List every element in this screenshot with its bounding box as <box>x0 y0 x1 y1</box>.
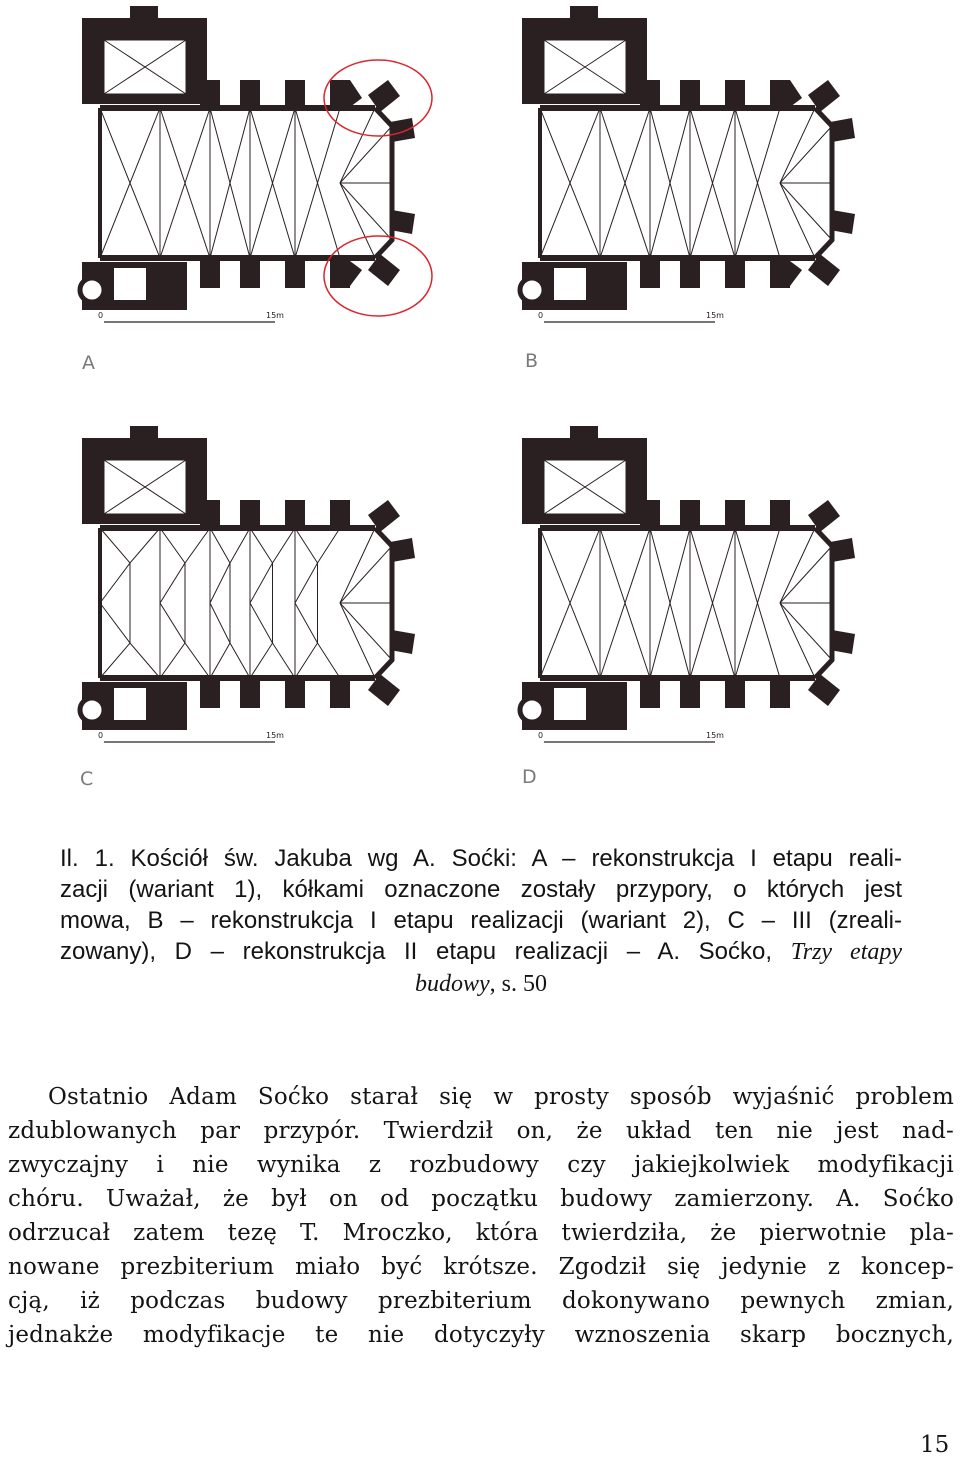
apse-buttress <box>830 210 855 234</box>
north-buttress <box>640 500 660 528</box>
south-buttress <box>680 678 700 708</box>
scale-zero-label: 0 <box>538 311 544 320</box>
star-vault-rib <box>250 643 295 678</box>
star-vault-rib <box>250 603 273 643</box>
apse-fan-rib <box>340 108 375 183</box>
south-buttress <box>770 678 790 708</box>
star-vault-rib <box>160 528 210 563</box>
south-buttress <box>285 678 305 708</box>
plan-label-c: C <box>80 768 94 790</box>
apse-buttress <box>390 538 415 562</box>
scale-length-label: 15m <box>706 731 724 740</box>
stair-turret <box>130 6 158 32</box>
apse-buttress <box>390 630 415 654</box>
star-vault-rib <box>295 563 318 603</box>
caption-line: mowa, B – rekonstrukcja I etapu realizacji (wariant 2), C – III (zreali- <box>60 907 902 934</box>
south-buttress <box>285 258 305 288</box>
star-vault-rib <box>100 643 160 678</box>
north-buttress <box>680 500 700 528</box>
stair-spiral <box>80 278 104 302</box>
star-vault-rib <box>250 563 273 603</box>
page-number: 15 <box>920 1432 950 1458</box>
apse-fan-rib <box>340 546 392 603</box>
stair-spiral <box>80 698 104 722</box>
body-line: zwyczajny i nie wynika z rozbudowy czy jakiejkolwiek modyfikacji <box>8 1152 954 1178</box>
apse-fan-rib <box>780 603 815 678</box>
south-chapel-vault <box>554 268 586 300</box>
stair-turret <box>570 426 598 452</box>
stair-spiral <box>520 698 544 722</box>
plan-label-d: D <box>522 766 537 788</box>
body-line: Ostatnio Adam Soćko starał się w prosty sposób wyjaśnić problem <box>48 1084 954 1110</box>
south-buttress <box>330 678 350 708</box>
plan-label-a: A <box>82 352 95 374</box>
south-buttress <box>640 678 660 708</box>
star-vault-rib <box>210 563 230 603</box>
floor-plan-c <box>70 420 450 760</box>
north-buttress <box>680 80 700 108</box>
apse-buttress <box>390 118 415 142</box>
floor-plan-d <box>510 420 890 760</box>
star-vault-rib <box>210 643 250 678</box>
plan-a <box>70 0 450 340</box>
north-buttress <box>725 500 745 528</box>
plan-c <box>70 420 450 760</box>
star-vault-rib <box>100 528 160 563</box>
body-line: zdublowanych par przypór. Twierdził on, że układ ten nie jest nad- <box>8 1118 954 1144</box>
caption-line <box>60 968 902 1000</box>
star-vault-rib <box>295 603 318 643</box>
caption-line: Il. 1. Kościół św. Jakuba wg A. Soćki: A – rekonstrukcja I etapu reali- <box>60 845 902 872</box>
floor-plan-b <box>510 0 890 340</box>
star-vault-rib <box>250 528 295 563</box>
scale-zero-label: 0 <box>98 731 104 740</box>
apse-fan-rib <box>340 603 392 660</box>
plan-label-b: B <box>525 350 539 372</box>
caption-line <box>60 936 902 968</box>
south-chapel-vault <box>554 688 586 720</box>
star-vault-rib <box>160 563 185 603</box>
north-buttress <box>285 500 305 528</box>
figure-caption <box>60 843 902 1000</box>
south-buttress <box>240 258 260 288</box>
caption-page-ref: , s. 50 <box>489 971 547 997</box>
body-paragraph <box>8 1080 954 1352</box>
plan-d <box>510 420 890 760</box>
scale-length-label: 15m <box>266 731 284 740</box>
apse-fan-rib <box>340 183 375 258</box>
plan-b <box>510 0 890 340</box>
south-chapel-vault <box>114 268 146 300</box>
north-buttress <box>200 500 220 528</box>
apse-buttress <box>830 118 855 142</box>
star-vault-rib <box>210 603 230 643</box>
scale-length-label: 15m <box>706 311 724 320</box>
apse-fan-rib <box>780 183 832 240</box>
north-buttress <box>285 80 305 108</box>
stair-turret <box>570 6 598 32</box>
south-buttress <box>200 258 220 288</box>
scale-length-label: 15m <box>266 311 284 320</box>
stair-turret <box>130 426 158 452</box>
caption-title-italic: Trzy etapy <box>790 939 903 965</box>
star-vault-rib <box>295 528 340 563</box>
north-buttress <box>240 500 260 528</box>
scale-zero-label: 0 <box>98 311 104 320</box>
north-buttress <box>725 80 745 108</box>
scale-zero-label: 0 <box>538 731 544 740</box>
south-buttress <box>640 258 660 288</box>
north-buttress <box>770 500 790 528</box>
apse-fan-rib <box>340 183 392 240</box>
north-buttress <box>200 80 220 108</box>
body-line: nowane prezbiterium miało być krótsze. Zgodził się jedynie z koncep- <box>8 1254 954 1280</box>
star-vault-rib <box>295 643 340 678</box>
star-vault-rib <box>160 603 185 643</box>
body-line: jednakże modyfikacje te nie dotyczyły wznoszenia skarp bocznych, <box>8 1322 954 1348</box>
north-buttress <box>640 80 660 108</box>
star-vault-rib <box>160 643 210 678</box>
apse-buttress <box>390 210 415 234</box>
south-buttress <box>240 678 260 708</box>
star-vault-rib <box>100 603 130 643</box>
star-vault-rib <box>210 528 250 563</box>
body-line: cją, iż podczas budowy prezbiterium dokonywano pewnych zmian, <box>8 1288 954 1314</box>
south-buttress <box>680 258 700 288</box>
caption-title-italic: budowy <box>414 971 490 997</box>
floor-plan-a <box>70 0 450 340</box>
apse-fan-rib <box>780 126 832 183</box>
apse-buttress <box>830 538 855 562</box>
north-buttress <box>240 80 260 108</box>
south-buttress <box>200 678 220 708</box>
stair-spiral <box>520 278 544 302</box>
north-buttress <box>330 500 350 528</box>
apse-fan-rib <box>780 183 815 258</box>
star-vault-rib <box>100 563 130 603</box>
body-line: odrzucał zatem tezę T. Mroczko, która twierdziła, że pierwotnie pla- <box>8 1220 954 1246</box>
south-buttress <box>725 678 745 708</box>
caption-line: zacji (wariant 1), kółkami oznaczone zostały przypory, o których jest <box>60 876 902 903</box>
body-line: chóru. Uważał, że był on od początku budowy zamierzony. A. Soćko <box>8 1186 954 1212</box>
apse-fan-rib <box>780 546 832 603</box>
apse-fan-rib <box>780 603 832 660</box>
south-chapel-vault <box>114 688 146 720</box>
apse-fan-rib <box>780 528 815 603</box>
apse-fan-rib <box>340 528 375 603</box>
apse-fan-rib <box>340 603 375 678</box>
apse-buttress <box>830 630 855 654</box>
caption-text: zowany), D – rekonstrukcja II etapu realizacji – A. Soćko, <box>60 938 773 965</box>
apse-fan-rib <box>780 108 815 183</box>
south-buttress <box>725 258 745 288</box>
